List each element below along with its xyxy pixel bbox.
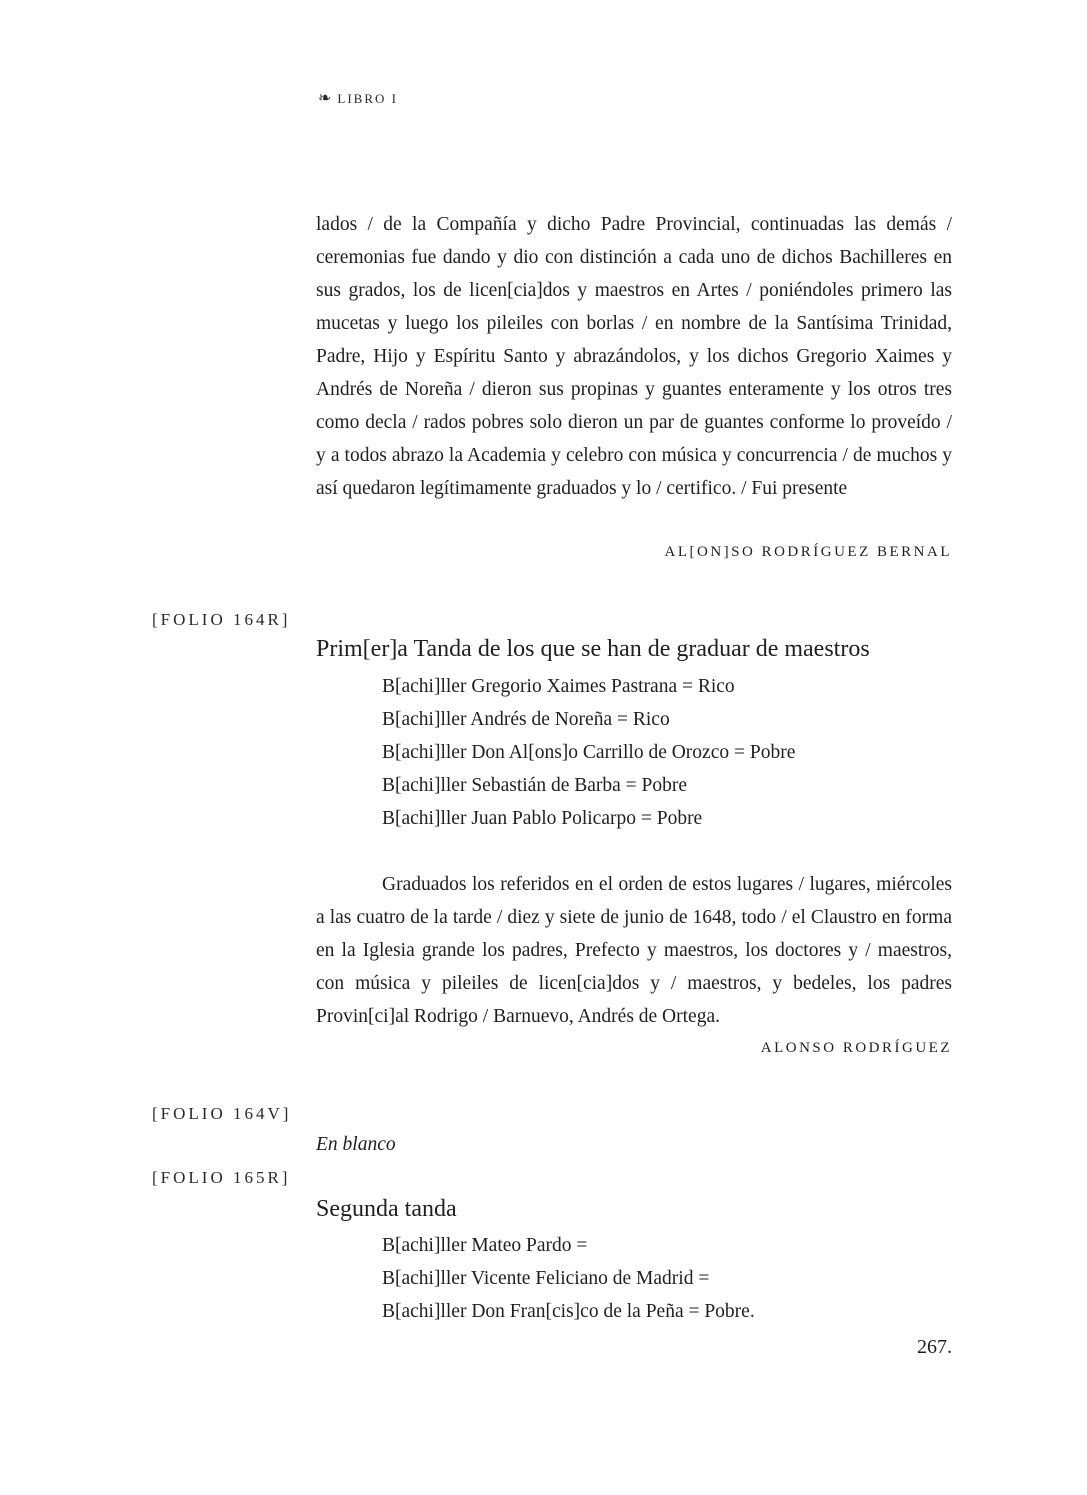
- graduate-list-1: [382, 670, 795, 835]
- signature-1: AL[ON]SO RODRÍGUEZ BERNAL: [664, 544, 952, 560]
- list-item: B[achi]ller Andrés de Noreña = Rico: [382, 709, 670, 730]
- folio-marker-165r: [FOLIO 165R]: [152, 1168, 291, 1187]
- running-header-label: LIBRO I: [337, 91, 398, 106]
- section-heading-primera-tanda: Prim[er]a Tanda de los que se han de graduar de maestros: [316, 636, 870, 662]
- list-item: B[achi]ller Don Fran[cis]co de la Peña = Pobre.: [382, 1301, 755, 1322]
- blank-page-note: En blanco: [316, 1134, 396, 1155]
- list-item: B[achi]ller Don Al[ons]o Carrillo de Orozco = Pobre: [382, 742, 796, 763]
- list-item: B[achi]ller Gregorio Xaimes Pastrana = Rico: [382, 676, 735, 697]
- signature-2: ALONSO RODRÍGUEZ: [760, 1040, 952, 1056]
- graduate-list-2: [382, 1229, 755, 1328]
- body-paragraph-2-text: Graduados los referidos en el orden de estos lugares / lugares, miércoles a las cuatro de la tarde / diez y siete de junio de 1648, todo / el Claustro en forma en la Iglesia grande los padres, Prefecto y maestros, los doctores y / maestros, con música y pileiles de licen[cia]dos y / maestros, y bedeles, los padres Provin[ci]al Rodrigo / Barnuevo, Andrés de Ortega.: [316, 874, 952, 1027]
- folio-marker-164r: [FOLIO 164R]: [152, 610, 291, 629]
- list-item: B[achi]ller Sebastián de Barba = Pobre: [382, 775, 688, 796]
- body-paragraph-2: [316, 868, 952, 1033]
- running-header: [318, 88, 398, 108]
- page-number: 267.: [917, 1336, 952, 1358]
- section-heading-segunda-tanda: Segunda tanda: [316, 1196, 457, 1222]
- folio-marker-164v: [FOLIO 164V]: [152, 1104, 292, 1123]
- list-item: B[achi]ller Mateo Pardo =: [382, 1235, 588, 1256]
- body-paragraph-1: lados / de la Compañía y dicho Padre Provincial, continuadas las demás / ceremonias fue dando y dio con distinción a cada uno de dichos Bachilleres en sus grados, los de licen[cia]dos y maestros en Artes / poniéndoles primero las mucetas y luego los pileiles con borlas / en nombre de la Santísima Trinidad, Padre, Hijo y Espíritu Santo y abrazándolos, y los dichos Gregorio Xaimes y Andrés de Noreña / dieron sus propinas y guantes enteramente y los otros tres como decla / rados pobres solo dieron un par de guantes conforme lo proveído / y a todos abrazo la Academia y celebro con música y concurrencia / de muchos y así quedaron legítimamente graduados y lo / certifico. / Fui presente: [316, 214, 952, 499]
- list-item: B[achi]ller Vicente Feliciano de Madrid =: [382, 1268, 710, 1289]
- list-item: B[achi]ller Juan Pablo Policarpo = Pobre: [382, 808, 703, 829]
- fleuron-icon: ❧: [318, 90, 332, 107]
